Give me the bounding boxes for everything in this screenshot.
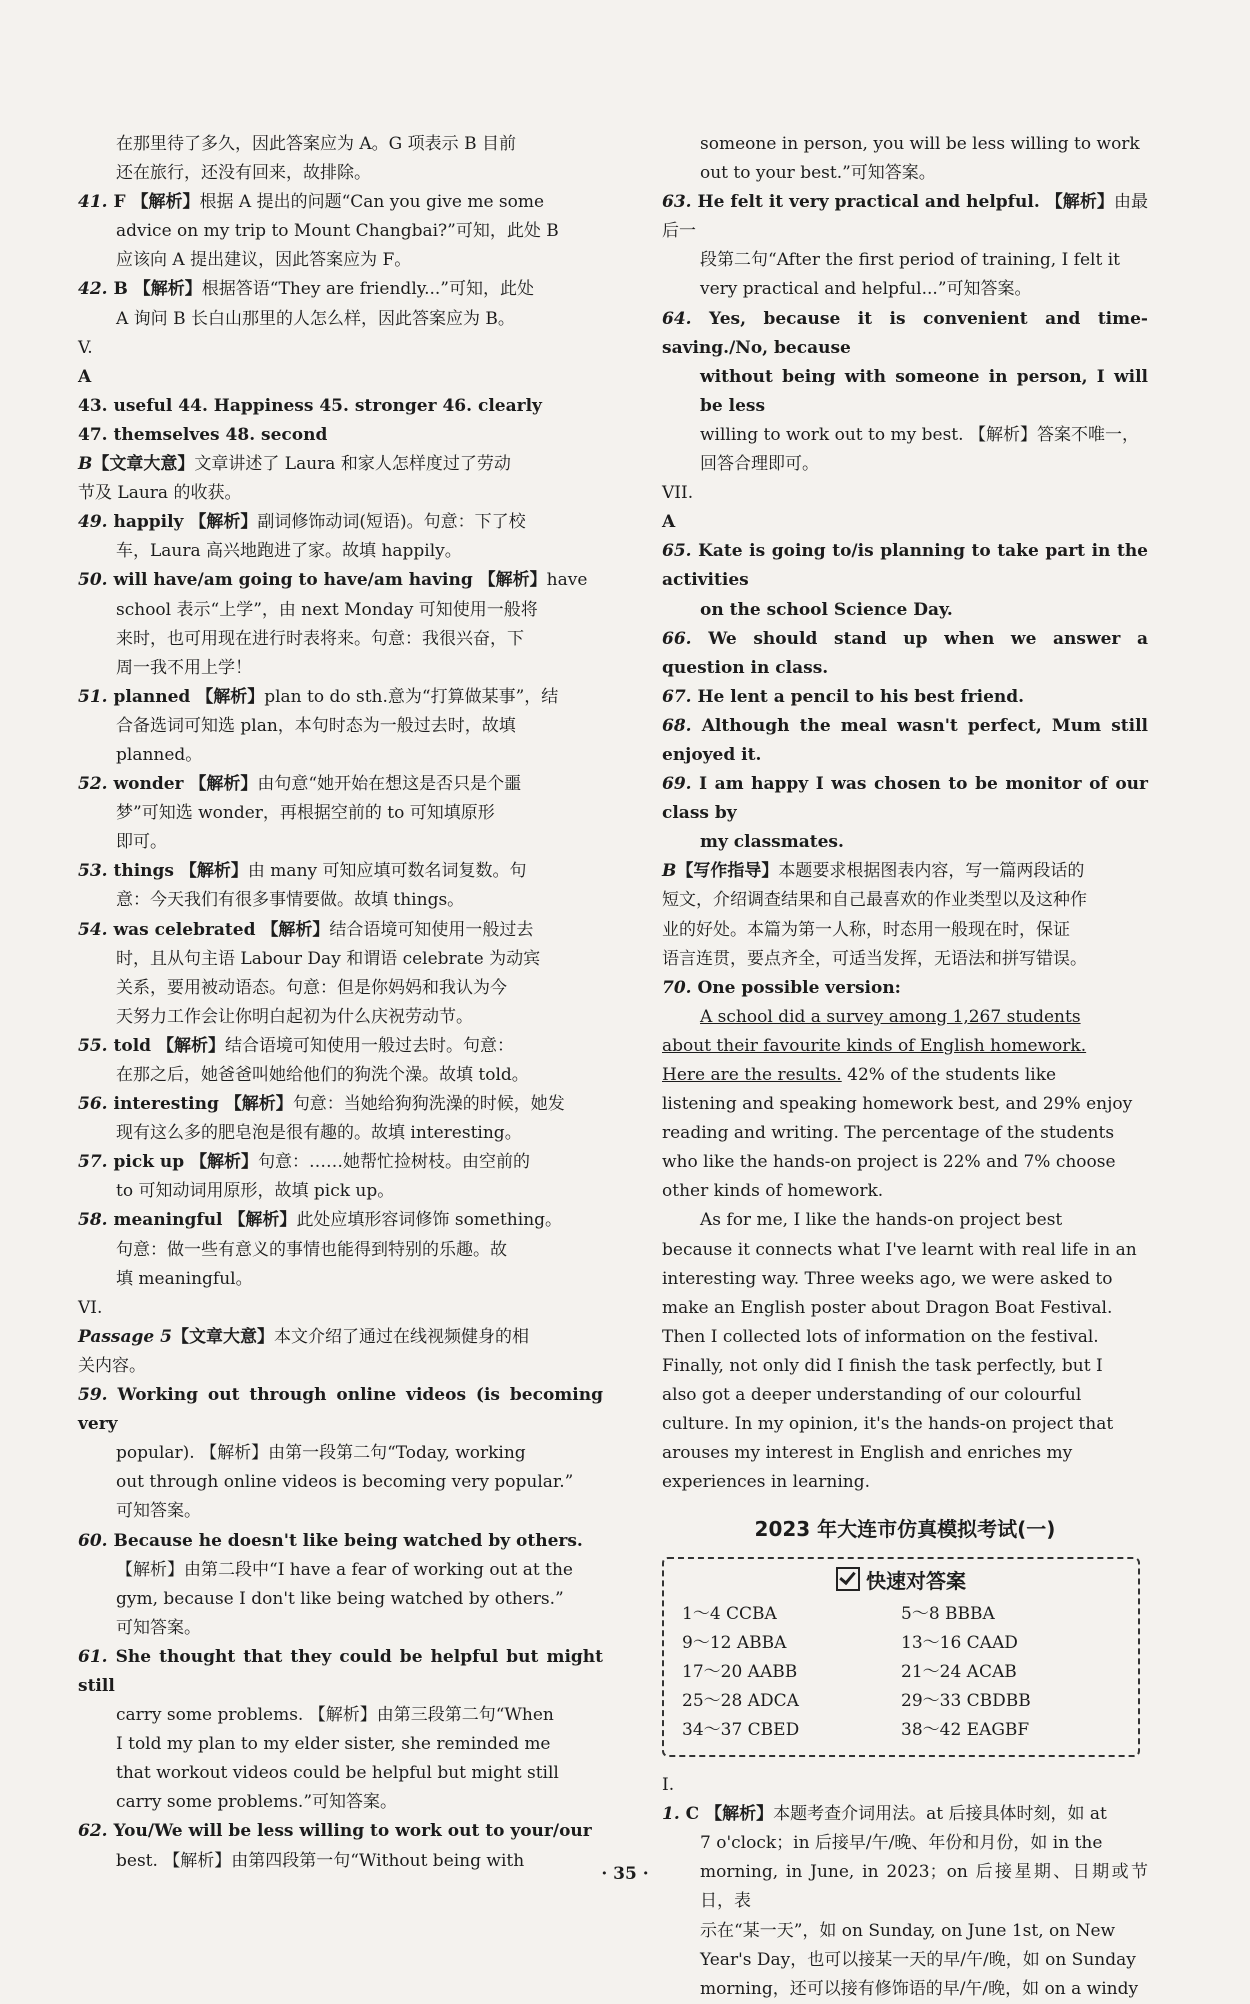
quick-answer-item: 9～12 ABBA [682,1632,787,1653]
answer-line: 关系，要用被动语态。句意：但是你妈妈和我认为今 [116,977,507,998]
answer-line: 示在“某一天”，如 on Sunday, on June 1st, on New [700,1920,1116,1941]
left-column [78,130,603,1876]
answer-line: V. [78,337,93,358]
question-number: 54. [78,919,108,940]
explanation-text: 文章讲述了 Laura 和家人怎样度过了劳动 [194,454,511,475]
right-column-explanations [662,1771,1148,2004]
answer-line [78,1527,603,1556]
essay-line [662,1294,1148,1323]
answer-line: on the school Science Day. [700,599,953,620]
answer-text: was celebrated [107,919,262,940]
essay-text: listening and speaking homework best, and 29% enjoy [662,1094,1133,1115]
answer-line: 现有这么多的肥皂泡是很有趣的。故填 interesting。 [116,1123,522,1144]
answer-line [78,1090,603,1119]
essay-line [662,1439,1148,1468]
answer-line: 合备选词可知选 plan，本句时态为一般过去时，故填 [116,715,516,736]
answer-text: You/We will be less willing to work out to your/our [107,1821,592,1842]
question-number: 50. [78,570,108,591]
analysis-tag: 【解析】 [133,279,202,300]
model-essay [662,1003,1148,1498]
explanation-text: 句意：当她给狗狗洗澡的时候，她发 [292,1094,565,1115]
question-number: 67. [662,686,692,707]
answer-line [78,1206,603,1235]
answer-text: F [107,192,132,213]
answer-line: advice on my trip to Mount Changbai?”可知，此处 B [116,221,559,242]
question-number: 1. [662,1804,680,1825]
question-number: 49. [78,512,108,533]
answer-line: without being with someone in person, I will be less [700,366,1148,416]
question-number: 66. [662,628,692,649]
question-number: 42. [78,279,108,300]
answer-line [662,188,1148,246]
question-number: 60. [78,1530,108,1551]
answer-line: 段第二句“After the first period of training, I felt it [700,250,1120,271]
answer-line: 节及 Laura 的收获。 [78,483,242,504]
essay-line [662,1090,1148,1119]
question-number: 56. [78,1094,108,1115]
question-number: Passage 5 [78,1326,172,1347]
explanation-text: 句意：……她帮忙捡树枝。由空前的 [258,1152,531,1173]
answer-line [662,305,1148,363]
answer-line: morning, in June, in 2023；on 后接星期、日期或节日，表 [700,1862,1148,1912]
essay-underlined-text: about their favourite kinds of English homework. [662,1035,1087,1056]
right-column [662,130,1148,2004]
essay-text: Then I collected lots of information on the festival. [662,1326,1099,1347]
question-number: 70. [662,977,692,998]
answer-line [78,1032,603,1061]
answer-text: will have/am going to have/am having [107,570,479,591]
essay-text: Finally, not only did I finish the task perfectly, but I [662,1355,1103,1376]
answer-line: very practical and helpful...”可知答案。 [700,279,1032,300]
answer-line: 在那里待了多久，因此答案应为 A。G 项表示 B 目前 [116,134,516,154]
answer-line: 来时，也可用现在进行时表将来。句意：我很兴奋，下 [116,628,524,649]
explanation-text: have [546,570,588,591]
analysis-tag: 【解析】 [131,192,200,213]
essay-text: arouses my interest in English and enriches my [662,1443,1073,1464]
answer-text: She thought that they could be helpful but might still [78,1646,603,1696]
answer-line: 意：今天我们有很多事情要做。故填 things。 [116,890,465,911]
answer-line: that workout videos could be helpful but might still [116,1763,559,1784]
quick-answers-box [662,1557,1140,1758]
answer-line [662,770,1148,828]
answer-line: 43. useful 44. Happiness 45. stronger 46. clearly [78,395,542,416]
question-number: 51. [78,686,108,707]
answer-text: I am happy I was chosen to be monitor of our class by [662,774,1148,824]
answer-text: meaningful [107,1210,229,1231]
answer-text: He lent a pencil to his best friend. [691,686,1025,707]
essay-line [662,1177,1148,1206]
essay-line [662,1032,1148,1061]
quick-answers-grid [682,1600,1120,1745]
analysis-tag: 【解析】 [156,1035,225,1056]
quick-answer-item: 25～28 ADCA [682,1690,799,1711]
answer-line: morning，还可以接有修饰语的早/午/晚，如 on a windy [700,1978,1139,1999]
answer-line: 回答合理即可。 [700,454,819,475]
answer-line: 关内容。 [78,1355,146,1376]
answer-line: 可知答案。 [116,1501,201,1522]
answer-line: Year's Day，也可以接某一天的早/午/晚，如 on Sunday [700,1949,1136,1970]
essay-text: reading and writing. The percentage of the students [662,1123,1115,1144]
answer-line [662,712,1148,770]
analysis-tag: 【解析】 [224,1094,293,1115]
answer-line: 7 o'clock；in 后接早/午/晚、年份和月份，如 in the [700,1833,1103,1854]
quick-answer-item: 1～4 CCBA [682,1603,777,1624]
answer-text: Because he doesn't like being watched by others. [107,1530,583,1551]
answer-text: Kate is going to/is planning to take part in the activities [662,541,1148,591]
answer-line: to 可知动词用原形，故填 pick up。 [116,1181,395,1202]
analysis-tag: 【解析】 [228,1210,297,1231]
quick-answer-item: 29～33 CBDBB [901,1690,1031,1711]
answer-line [78,508,603,537]
answer-line: 即可。 [116,832,167,853]
explanation-text: 此处应填形容词修饰 something。 [296,1210,563,1231]
essay-line [662,1236,1148,1265]
answer-line [78,857,603,886]
answer-line [662,625,1148,683]
essay-line [662,1381,1148,1410]
answer-text: pick up [107,1152,191,1173]
answer-text: He felt it very practical and helpful. [691,192,1046,213]
answer-line: 周一我不用上学！ [116,657,252,678]
question-number: 69. [662,774,692,795]
question-number: 63. [662,192,692,213]
answer-text: Yes, because it is convenient and time-saving./No, because [662,308,1148,358]
analysis-tag: 【解析】 [261,919,330,940]
essay-line [662,1352,1148,1381]
analysis-tag: 【解析】 [705,1804,774,1825]
question-number: 65. [662,541,692,562]
quick-answer-item: 13～16 CAAD [901,1632,1018,1653]
quick-answers-title [682,1567,1120,1596]
answer-line: 短文，介绍调查结果和自己最喜欢的作业类型以及这种作 [662,890,1087,911]
answer-line: best. 【解析】由第四段第一句“Without being with [116,1850,525,1871]
answer-line: A 询问 B 长白山那里的人怎么样，因此答案应为 B。 [116,308,515,329]
essay-line [662,1323,1148,1352]
answer-line: 可知答案。 [116,1617,201,1638]
answer-line [662,537,1148,595]
question-number: 68. [662,715,692,736]
essay-text: make an English poster about Dragon Boat Festival. [662,1297,1113,1318]
answer-line: 车，Laura 高兴地跑进了家。故填 happily。 [116,541,462,562]
question-number: 61. [78,1646,108,1667]
answer-line: my classmates. [700,832,844,853]
essay-text: who like the hands-on project is 22% and 7% choose [662,1152,1116,1173]
answer-line: A [662,512,676,533]
answer-line [662,857,1148,886]
explanation-text: 由最后一 [662,192,1149,242]
explanation-text: 结合语境可知使用一般过去时。句意： [224,1035,514,1056]
answer-line: 还在旅行，还没有回来，故排除。 [116,163,371,184]
answer-line: VI. [78,1297,103,1318]
answer-line [662,683,1148,712]
answer-line [662,974,1148,1003]
essay-text: experiences in learning. [662,1472,871,1493]
essay-text: interesting way. Three weeks ago, we were asked to [662,1268,1113,1289]
essay-line [662,1265,1148,1294]
question-number: B [662,861,677,882]
answer-line: 应该向 A 提出建议，因此答案应为 F。 [116,250,412,271]
answer-line [78,916,603,945]
answer-line [78,566,603,595]
answer-text: One possible version: [691,977,901,998]
answer-line [78,770,603,799]
answer-text: Although the meal wasn't perfect, Mum still enjoyed it. [662,715,1148,765]
quick-answer-item: 17～20 AABB [682,1661,798,1682]
analysis-tag: 【解析】 [190,1152,259,1173]
explanation-text: 根据 A 提出的问题“Can you give me some [199,192,545,213]
essay-text: because it connects what I've learnt with real life in an [662,1239,1137,1260]
answer-line: 句意：做一些有意义的事情也能得到特别的乐趣。故 [116,1239,507,1260]
answer-line [78,1381,603,1439]
question-number: 41. [78,192,108,213]
question-number: 53. [78,861,108,882]
answer-line [78,1323,603,1352]
question-number: 64. [662,308,692,329]
answer-line: 时，且从句主语 Labour Day 和谓语 celebrate 为动宾 [116,948,541,969]
answer-text: wonder [107,774,190,795]
quick-answer-item: 38～42 EAGBF [901,1719,1030,1740]
essay-line [662,1468,1148,1497]
answer-text: happily [107,512,190,533]
checkbox-icon [836,1567,860,1591]
essay-text: culture. In my opinion, it's the hands-on project that [662,1414,1114,1435]
answer-line: willing to work out to my best. 【解析】答案不唯一， [700,424,1139,445]
essay-line [662,1061,1148,1090]
quick-answers-label: 快速对答案 [866,1568,966,1593]
analysis-tag: 【解析】 [179,861,248,882]
answer-line [78,1148,603,1177]
question-number: 52. [78,774,108,795]
answer-text: planned [107,686,197,707]
answer-line: school 表示“上学”，由 next Monday 可知使用一般将 [116,599,538,620]
answer-line: out through online videos is becoming very popular.” [116,1472,574,1493]
quick-answer-item: 34～37 CBED [682,1719,800,1740]
question-number: 57. [78,1152,108,1173]
analysis-tag: 【写作指导】 [676,861,779,882]
quick-answer-item: 21～24 ACAB [901,1661,1017,1682]
answer-line: 填 meaningful。 [116,1268,253,1289]
essay-line [662,1148,1148,1177]
question-number: B [78,454,93,475]
explanation-text: 本题考查介词用法。at 后接具体时刻，如 at [773,1804,1107,1825]
answer-line [662,1800,1148,1829]
explanation-text: 本文介绍了通过在线视频健身的相 [273,1326,529,1347]
analysis-tag: 【解析】 [189,774,258,795]
explanation-text: plan to do sth.意为“打算做某事”，结 [264,686,559,707]
answer-line [78,188,603,217]
essay-line [662,1410,1148,1439]
essay-text: As for me, I like the hands-on project best [700,1210,1063,1231]
answer-line: carry some problems. 【解析】由第三段第二句“When [116,1705,554,1726]
answer-line: out to your best.”可知答案。 [700,163,936,184]
question-number: 59. [78,1385,108,1406]
answer-text: C [679,1804,706,1825]
analysis-tag: 【文章大意】 [171,1326,274,1347]
answer-text: interesting [107,1094,225,1115]
answer-line: popular). 【解析】由第一段第二句“Today, working [116,1443,526,1464]
analysis-tag: 【解析】 [1045,192,1114,213]
quick-answer-item: 5～8 BBBA [901,1603,995,1624]
answer-text: B [107,279,134,300]
analysis-tag: 【文章大意】 [92,454,195,475]
essay-line [662,1003,1148,1032]
answer-line: someone in person, you will be less willing to work [700,134,1140,154]
answer-line [78,450,603,479]
question-number: 62. [78,1821,108,1842]
explanation-text: 由句意“她开始在想这是否只是个噩 [257,774,522,795]
explanation-text: 结合语境可知使用一般过去 [329,919,534,940]
essay-text: 42% of the students like [841,1065,1057,1085]
answer-line [78,275,603,304]
answer-line [78,1643,603,1701]
answer-text: things [107,861,180,882]
explanation-text: 根据答语“They are friendly...”可知，此处 [201,279,535,300]
explanation-text: 本题要求根据图表内容，写一篇两段话的 [778,861,1085,882]
answer-text: Working out through online videos (is becoming very [78,1385,603,1435]
answer-line [78,683,603,712]
answer-line: 天努力工作会让你明白起初为什么庆祝劳动节。 [116,1006,473,1027]
right-column-answers [662,130,1148,1003]
answer-line: I told my plan to my elder sister, she reminded me [116,1734,551,1755]
essay-underlined-text: Here are the results. [662,1065,842,1085]
explanation-text: 由 many 可知应填可数名词复数。句 [247,861,527,882]
question-number: 55. [78,1035,108,1056]
answer-line: gym, because I don't like being watched by others.” [116,1588,564,1609]
answer-line: I. [662,1775,675,1796]
answer-line: A [78,366,92,387]
answer-line: 47. themselves 48. second [78,424,328,445]
exam-title: 2023 年大连市仿真模拟考试(一) [754,1517,1056,1542]
explanation-text: 副词修饰动词(短语)。句意：下了校 [257,512,526,533]
answer-line: 语言连贯，要点齐全，可适当发挥，无语法和拼写错误。 [662,948,1087,969]
analysis-tag: 【解析】 [478,570,547,591]
analysis-tag: 【解析】 [189,512,258,533]
answer-line [78,1817,603,1846]
analysis-tag: 【解析】 [196,686,265,707]
question-number: 58. [78,1210,108,1231]
essay-line [662,1119,1148,1148]
essay-text: also got a deeper understanding of our colourful [662,1385,1082,1406]
answer-line: planned。 [116,744,203,765]
essay-line [662,1206,1148,1235]
answer-line: carry some problems.”可知答案。 [116,1792,398,1813]
essay-underlined-text: A school did a survey among 1,267 students [700,1006,1081,1027]
answer-text: We should stand up when we answer a question in class. [662,628,1148,678]
answer-line: 梦”可知选 wonder，再根据空前的 to 可知填原形 [116,803,495,824]
answer-line: 【解析】由第二段中“I have a fear of working out at the [116,1559,573,1580]
answer-line: 业的好处。本篇为第一人称，时态用一般现在时，保证 [662,919,1070,940]
page-number: · 35 · [601,1864,649,1884]
essay-text: other kinds of homework. [662,1181,884,1202]
answer-line: VII. [662,483,694,504]
answer-text: told [107,1035,157,1056]
answer-line: 在那之后，她爸爸叫她给他们的狗洗个澡。故填 told。 [116,1065,529,1085]
